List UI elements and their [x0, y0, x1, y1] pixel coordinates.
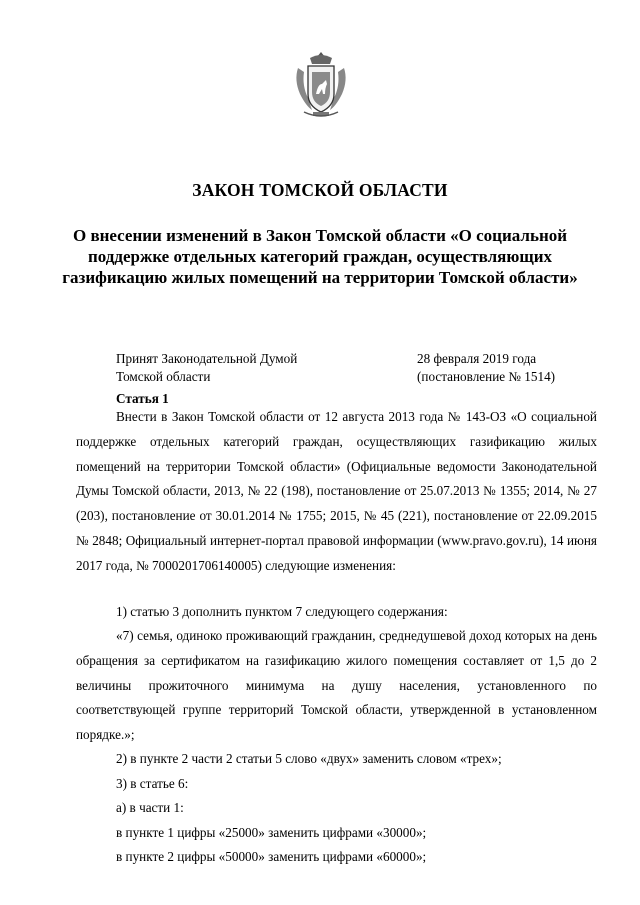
sub-item-a-point2: в пункте 2 цифры «50000» заменить цифрами «60000»; [116, 849, 427, 864]
list-item-2: 2) в пункте 2 части 2 статьи 5 слово «двух» заменить словом «трех»; [116, 751, 502, 766]
adoption-date-block [417, 350, 555, 386]
sub-item-a-point1: в пункте 1 цифры «25000» заменить цифрами «30000»; [116, 825, 427, 840]
coat-of-arms-icon [292, 50, 350, 120]
article-heading: Статья 1 [116, 391, 169, 406]
quoted-clause-7 [76, 624, 597, 748]
adoption-authority-line1: Принят Законодательной Думой [116, 351, 298, 366]
list-item-1: 1) статью 3 дополнить пунктом 7 следующего содержания: [116, 604, 448, 619]
document-title: ЗАКОН ТОМСКОЙ ОБЛАСТИ [192, 180, 448, 200]
list-item-3: 3) в статье 6: [116, 776, 189, 791]
adoption-authority [116, 350, 297, 386]
resolution-number: (постановление № 1514) [417, 369, 556, 384]
quoted-clause-7-text: «7) семья, одиноко проживающий гражданин, среднедушевой доход которых на день обращения за сертификатом на газификацию жилого помещения составляет от 1,5 до 2 величины прожиточного минимума на душу населения, установленного по соответствующей группе территорий Томской области, утвержденной в установленном порядке.»; [76, 628, 597, 743]
sub-item-a: а) в части 1: [116, 800, 184, 815]
adoption-authority-line2: Томской области [116, 369, 211, 384]
document-subtitle: О внесении изменений в Закон Томской области «О социальной поддержке отдельных категорий граждан, осуществляющих газификацию жилых помещений на территории Томской области» [62, 226, 578, 287]
adoption-date: 28 февраля 2019 года [417, 351, 537, 366]
paragraph-main [76, 405, 597, 579]
paragraph-main-text: Внести в Закон Томской области от 12 августа 2013 года № 143-ОЗ «О социальной поддержке отдельных категорий граждан, осуществляющих газификацию жилых помещений на территории Томской области» (Официальные ведомости Законодательной Думы Томской области, 2013, № 22 (198), постановление от 25.07.2013 № 1355; 2014, № 27 (203), постановление от 30.01.2014 № 1755; 2015, № 45 (221), постановление от 22.09.2015 № 2848; Официальный интернет-портал правовой информации (www.pravo.gov.ru), 14 июня 2017 года, № 7000201706140005) следующие изменения: [76, 409, 597, 573]
